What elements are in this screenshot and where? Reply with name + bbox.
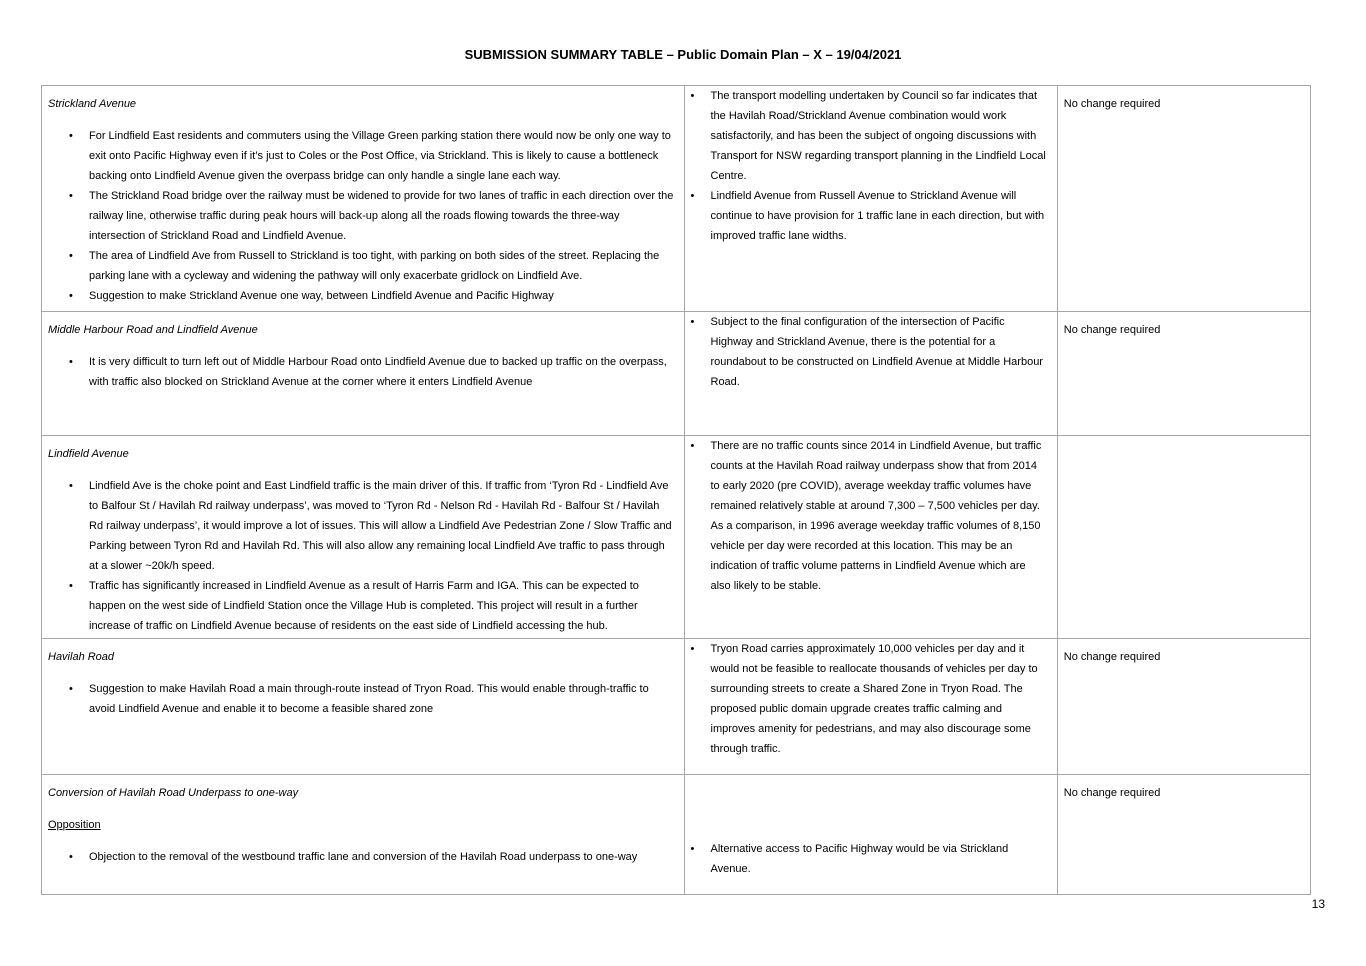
table-row xyxy=(42,639,1311,775)
table-row xyxy=(42,312,1311,436)
response-item: • Tryon Road carries approximately 10,000 vehicles per day and it would not be feasible to reallocate thousands of vehicles per day to surrounding streets to create a Shared Zone in Tryon Road. The proposed public domain upgrade creates traffic calming and improves amenity for pedestrians, and may also discourage some through traffic. xyxy=(691,639,1049,759)
response-item: • Alternative access to Pacific Highway would be via Strickland Avenue. xyxy=(691,839,1049,879)
submission-item: • The Strickland Road bridge over the railway must be widened to provide for two lanes of traffic in each direction over the railway line, otherwise traffic during peak hours will back-up along all the roads flowing towards the three-way intersection of Strickland Road and Lindfield Avenue. xyxy=(69,186,676,246)
response-cell xyxy=(684,86,1057,312)
outcome-cell xyxy=(1057,312,1310,436)
response-item: • There are no traffic counts since 2014 in Lindfield Avenue, but traffic counts at the Havilah Road railway underpass show that from 2014 to early 2020 (pre COVID), average weekday traffic volumes have remained relatively stable at around 7,300 – 7,500 vehicles per day. As a comparison, in 1996 average weekday traffic volumes of 8,150 vehicle per day were recorded at this location. This may be an indication of traffic volume patterns in Lindfield Avenue which are also likely to be stable. xyxy=(691,436,1049,596)
submission-cell xyxy=(42,86,685,312)
submission-item: • For Lindfield East residents and commuters using the Village Green parking station there would now be only one way to exit onto Pacific Highway even if it’s just to Coles or the Post Office, via Strickland. This is likely to cause a bottleneck backing onto Lindfield Avenue given the overpass bridge can only handle a single lane each way. xyxy=(69,126,676,186)
outcome-text: No change required xyxy=(1063,787,1161,799)
response-list xyxy=(711,86,1049,246)
outcome-text: No change required xyxy=(1063,651,1161,663)
response-cell xyxy=(684,639,1057,775)
submission-cell xyxy=(42,775,685,895)
submission-list xyxy=(48,126,676,306)
submission-item: • Traffic has significantly increased in Lindfield Avenue as a result of Harris Farm and IGA. This can be expected to happen on the west side of Lindfield Station once the Village Hub is completed. This project will result in a further increase of traffic on Lindfield Avenue because of residents on the east side of Lindfield accessing the hub. xyxy=(69,576,676,636)
row-topic: Conversion of Havilah Road Underpass to one-way xyxy=(48,787,299,799)
page-number: 13 xyxy=(1311,897,1325,911)
response-cell xyxy=(684,312,1057,436)
document-title: SUBMISSION SUMMARY TABLE – Public Domain Plan – X – 19/04/2021 xyxy=(464,47,902,62)
row-topic: Strickland Avenue xyxy=(48,98,137,110)
table-row xyxy=(42,775,1311,895)
submission-item: • It is very difficult to turn left out of Middle Harbour Road onto Lindfield Avenue due to backed up traffic on the overpass, with traffic also blocked on Strickland Avenue at the corner where it enters Lindfield Avenue xyxy=(69,352,676,392)
response-item: • Lindfield Avenue from Russell Avenue to Strickland Avenue will continue to have provision for 1 traffic lane in each direction, but with improved traffic lane widths. xyxy=(691,186,1049,246)
submission-list xyxy=(48,352,676,392)
submission-summary-table xyxy=(41,85,1311,895)
submission-item: • Suggestion to make Havilah Road a main through-route instead of Tryon Road. This would enable through-traffic to avoid Lindfield Avenue and enable it to become a feasible shared zone xyxy=(69,679,676,719)
response-list xyxy=(711,639,1049,759)
outcome-cell xyxy=(1057,86,1310,312)
outcome-cell xyxy=(1057,639,1310,775)
submission-cell xyxy=(42,436,685,639)
table-row xyxy=(42,86,1311,312)
response-cell xyxy=(684,436,1057,639)
response-item: • The transport modelling undertaken by Council so far indicates that the Havilah Road/Strickland Avenue combination would work satisfactorily, and has been the subject of ongoing discussions with Transport for NSW regarding transport planning in the Lindfield Local Centre. xyxy=(691,86,1049,186)
submission-cell xyxy=(42,639,685,775)
outcome-text: No change required xyxy=(1063,324,1161,336)
submission-list xyxy=(48,476,676,636)
submission-item: • Suggestion to make Strickland Avenue one way, between Lindfield Avenue and Pacific Highway xyxy=(69,286,676,306)
submission-list xyxy=(48,679,676,719)
response-list xyxy=(711,312,1049,392)
submission-item: • Objection to the removal of the westbound traffic lane and conversion of the Havilah Road underpass to one-way xyxy=(69,847,676,867)
response-list xyxy=(711,839,1049,879)
table-row xyxy=(42,436,1311,639)
row-topic: Lindfield Avenue xyxy=(48,448,129,460)
response-list xyxy=(711,436,1049,596)
submission-list xyxy=(48,847,676,867)
submission-cell xyxy=(42,312,685,436)
submission-item: • Lindfield Ave is the choke point and East Lindfield traffic is the main driver of this. If traffic from ‘Tyron Rd - Lindfield Ave to Balfour St / Havilah Rd railway underpass’, was moved to ‘Tyron Rd - Nelson Rd - Havilah Rd - Balfour St / Havilah Rd railway underpass’, it would improve a lot of issues. This will allow a Lindfield Ave Pedestrian Zone / Slow Traffic and Parking between Tyron Rd and Havilah Rd. This will also allow any remaining local Lindfield Ave traffic to pass through at a slower ~20k/h speed. xyxy=(69,476,676,576)
outcome-cell xyxy=(1057,436,1310,639)
response-item: • Subject to the final configuration of the intersection of Pacific Highway and Strickland Avenue, there is the potential for a roundabout to be constructed on Lindfield Avenue at Middle Harbour Road. xyxy=(691,312,1049,392)
row-topic: Middle Harbour Road and Lindfield Avenue xyxy=(48,324,258,336)
row-subheading: Opposition xyxy=(48,819,101,831)
response-cell xyxy=(684,775,1057,895)
outcome-text xyxy=(1058,436,1310,444)
outcome-cell xyxy=(1057,775,1310,895)
submission-item: • The area of Lindfield Ave from Russell to Strickland is too tight, with parking on both sides of the street. Replacing the parking lane with a cycleway and widening the pathway will only exacerbate gridlock on Lindfield Ave. xyxy=(69,246,676,286)
row-topic: Havilah Road xyxy=(48,651,115,663)
outcome-text: No change required xyxy=(1063,98,1161,110)
